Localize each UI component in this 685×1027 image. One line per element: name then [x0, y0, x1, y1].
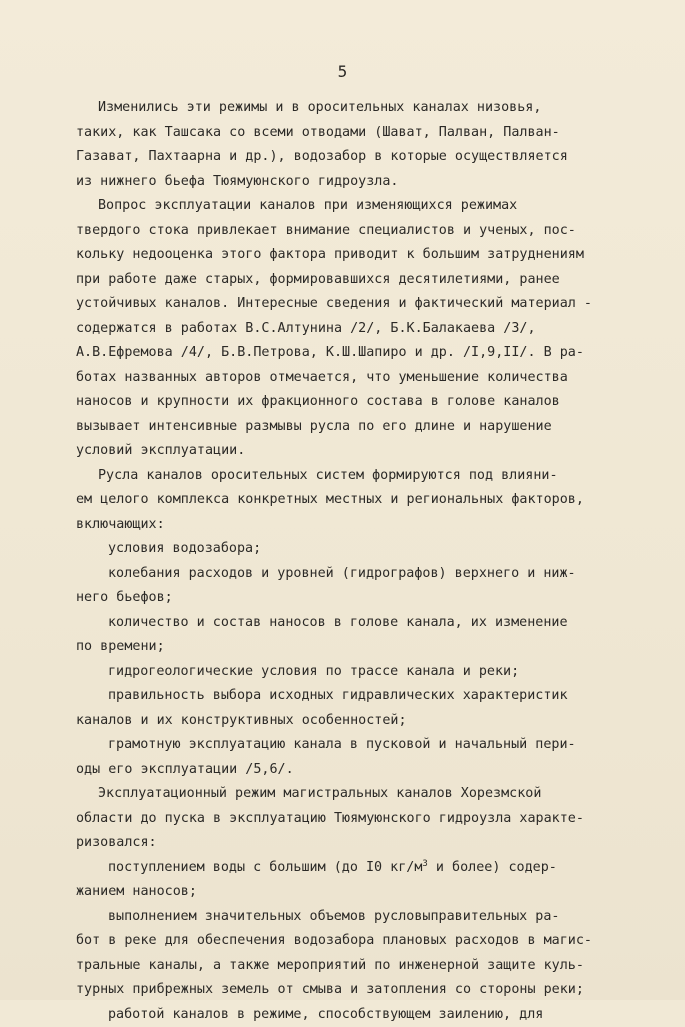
text-line-content: условия водозабора;: [108, 541, 261, 556]
text-line-content: Эксплуатационный режим магистральных каналов Хорезмской: [98, 786, 541, 801]
body-text: [76, 96, 610, 1027]
text-line-content: работой каналов в режиме, способствующем заилению, для: [108, 1007, 543, 1022]
page-number: 5: [0, 62, 685, 82]
text-line: [76, 341, 610, 366]
text-line-content: твердого стока привлекает внимание специалистов и ученых, пос-: [76, 223, 576, 238]
text-line: [76, 488, 610, 513]
text-line-content: оды его эксплуатации /5,6/.: [76, 762, 294, 777]
text-line: [76, 880, 610, 905]
text-line-content: Газават, Пахтаарна и др.), водозабор в которые осуществляется: [76, 149, 568, 164]
text-line: [76, 366, 610, 391]
text-line: [76, 194, 610, 219]
text-line-content: при работе даже старых, формировавшихся десятилетиями, ранее: [76, 272, 560, 287]
text-line: [76, 170, 610, 195]
text-line-content: кольку недооценка этого фактора приводит к большим затруднениям: [76, 247, 584, 262]
text-line: [76, 121, 610, 146]
text-line: [76, 390, 610, 415]
text-line-content: устойчивых каналов. Интересные сведения и фактический материал -: [76, 296, 592, 311]
superscript: 3: [422, 859, 427, 869]
text-line-content: правильность выбора исходных гидравлических характеристик: [108, 688, 568, 703]
text-line-content: ботах названных авторов отмечается, что уменьшение количества: [76, 370, 568, 385]
text-line: [76, 439, 610, 464]
text-line-content: количество и состав наносов в голове канала, их изменение: [108, 615, 568, 630]
text-line: [76, 586, 610, 611]
text-line: [76, 758, 610, 783]
text-line-content: Изменились эти режимы и в оросительных каналах низовья,: [98, 100, 541, 115]
text-line-content: него бьефов;: [76, 590, 173, 605]
text-line-content: области до пуска в эксплуатацию Тюямуюнского гидроузла характе-: [76, 811, 584, 826]
text-line-content: Вопрос эксплуатации каналов при изменяющихся режимах: [98, 198, 517, 213]
text-line-content: грамотную эксплуатацию канала в пусковой и начальный пери-: [108, 737, 576, 752]
text-line: [76, 219, 610, 244]
text-line: [76, 464, 610, 489]
text-line: [76, 978, 610, 1003]
text-line-content: бот в реке для обеспечения водозабора плановых расходов в магис-: [76, 933, 592, 948]
text-line-content: наносов и крупности их фракционного состава в голове каналов: [76, 394, 560, 409]
text-line: [76, 415, 610, 440]
text-line: [76, 856, 610, 881]
text-line-content: Русла каналов оросительных систем формируются под влияни-: [98, 468, 558, 483]
text-line: [76, 635, 610, 660]
text-line-content: каналов и их конструктивных особенностей;: [76, 713, 407, 728]
text-line-content: выполнением значительных объемов русловыправительных ра-: [108, 909, 559, 924]
text-line-content: условий эксплуатации.: [76, 443, 245, 458]
text-line: [76, 537, 610, 562]
text-line: [76, 96, 610, 121]
text-line: [76, 954, 610, 979]
text-line: [76, 513, 610, 538]
text-line: [76, 831, 610, 856]
text-line-content: включающих:: [76, 517, 165, 532]
text-line: [76, 611, 610, 636]
text-line: [76, 317, 610, 342]
text-line-content: вызывает интенсивные размывы русла по его длине и нарушение: [76, 419, 552, 434]
text-line-content: гидрогеологические условия по трассе канала и реки;: [108, 664, 519, 679]
text-line-content: таких, как Ташсака со всеми отводами (Шават, Палван, Палван-: [76, 125, 560, 140]
text-line: [76, 660, 610, 685]
text-line-content: ризовался:: [76, 835, 157, 850]
text-line: [76, 292, 610, 317]
text-line-content: турных прибрежных земель от смыва и затопления со стороны реки;: [76, 982, 584, 997]
text-line-content: тральные каналы, а также мероприятий по инженерной защите куль-: [76, 958, 584, 973]
text-line: [76, 782, 610, 807]
text-line-content: из нижнего бьефа Тюямуюнского гидроузла.: [76, 174, 398, 189]
text-line-content: содержатся в работах В.С.Алтунина /2/, Б.К.Балакаева /3/,: [76, 321, 536, 336]
text-line: [76, 243, 610, 268]
text-line: [76, 562, 610, 587]
text-line-content: колебания расходов и уровней (гидрографов) верхнего и ниж-: [108, 566, 576, 581]
text-line: [76, 733, 610, 758]
text-line: [76, 709, 610, 734]
text-line: [76, 145, 610, 170]
text-line: [76, 684, 610, 709]
text-line-content: А.В.Ефремова /4/, Б.В.Петрова, К.Ш.Шапиро и др. /I,9,II/. В ра-: [76, 345, 584, 360]
text-line: [76, 929, 610, 954]
text-line: [76, 1003, 610, 1027]
text-line: [76, 807, 610, 832]
text-line: [76, 268, 610, 293]
text-line-content: ем целого комплекса конкретных местных и региональных факторов,: [76, 492, 584, 507]
text-line-content: поступлением воды с большим (до I0 кг/м: [108, 860, 422, 875]
text-line-content: по времени;: [76, 639, 165, 654]
text-line-content: жанием наносов;: [76, 884, 197, 899]
text-line-tail: и более) содер-: [428, 860, 557, 875]
text-line: [76, 905, 610, 930]
